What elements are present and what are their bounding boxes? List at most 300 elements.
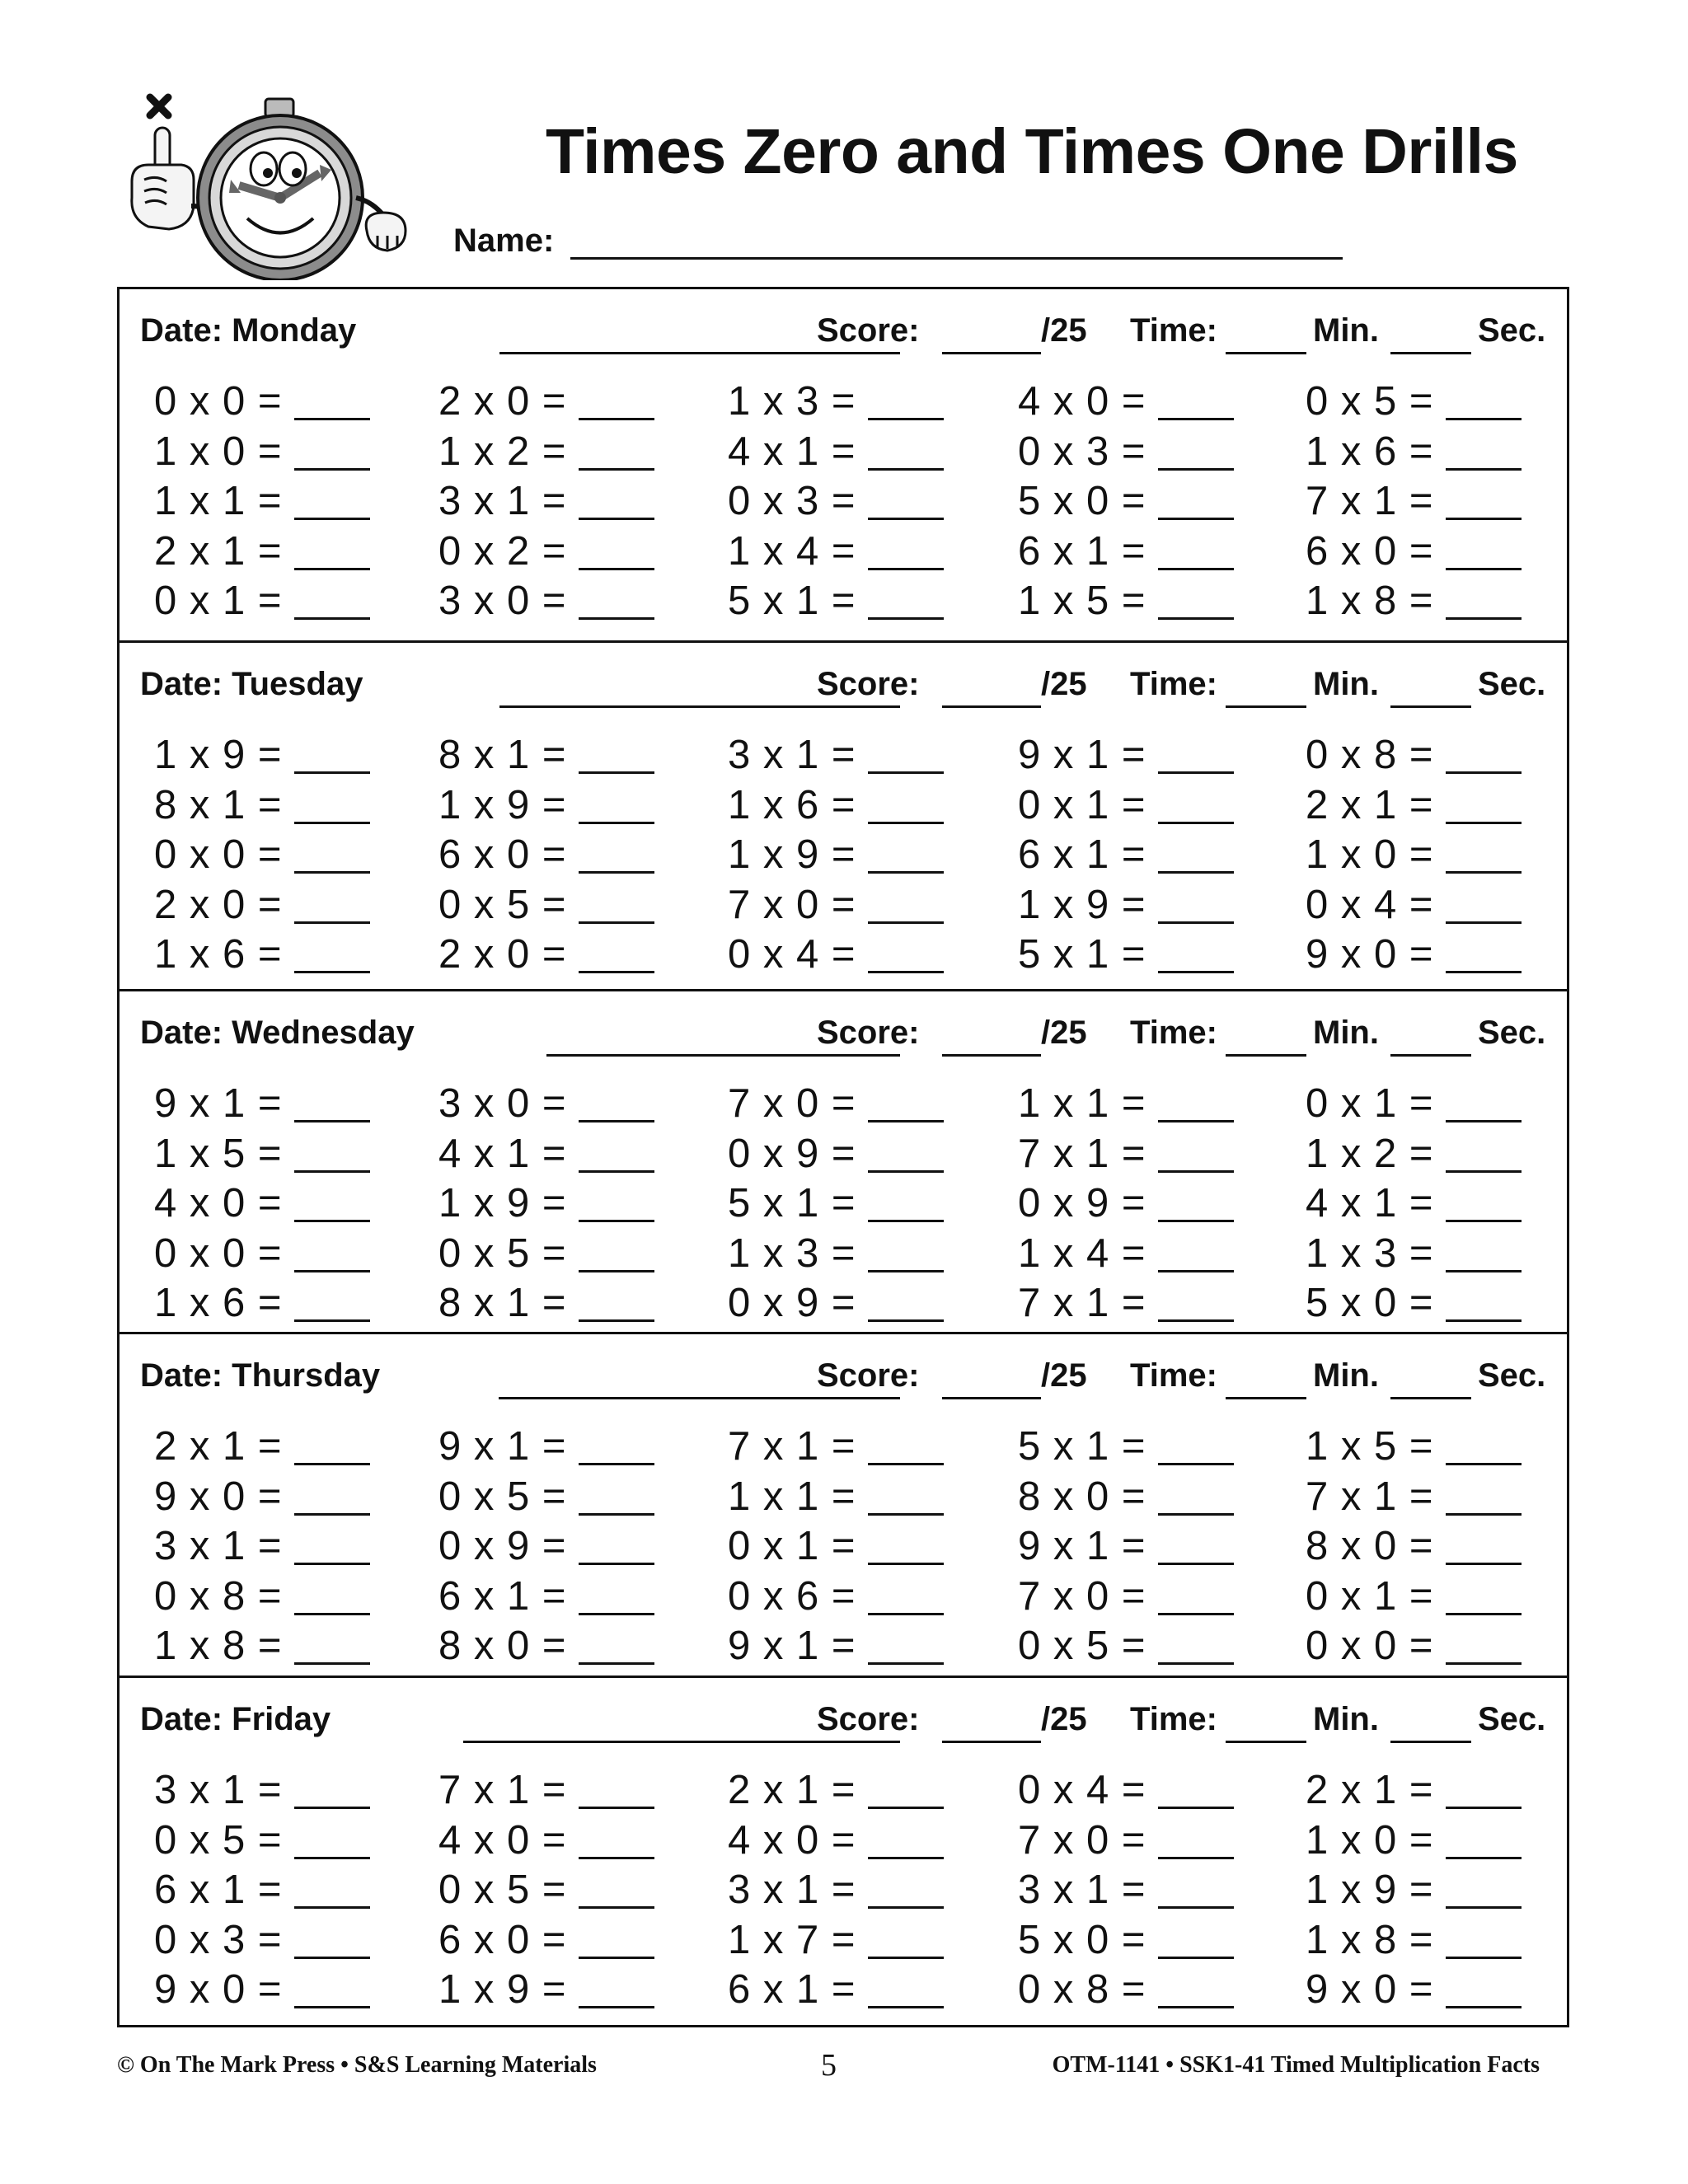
answer-blank[interactable] [579, 518, 654, 520]
answer-blank[interactable] [868, 1662, 944, 1665]
problem-item [438, 528, 566, 574]
seconds-input-line[interactable] [1390, 352, 1471, 354]
problem-item [1018, 1966, 1146, 2013]
problem-item [438, 1573, 566, 1619]
minutes-input-line[interactable] [1226, 1741, 1306, 1743]
answer-blank[interactable] [579, 1170, 654, 1173]
problem-text: 9 x 1 = [438, 1424, 567, 1469]
problem-item [728, 1180, 856, 1226]
answer-blank[interactable] [1158, 771, 1234, 774]
answer-blank[interactable] [868, 1120, 944, 1122]
date-label: Date: Thursday [140, 1357, 381, 1394]
problem-text: 0 x 4 = [1306, 882, 1434, 927]
seconds-input-line[interactable] [1390, 1054, 1471, 1057]
answer-blank[interactable] [294, 1613, 370, 1615]
minutes-label: Min. [1313, 1357, 1379, 1394]
day-section [120, 289, 1567, 643]
problem-text: 1 x 3 = [1306, 1230, 1434, 1276]
answer-blank[interactable] [294, 921, 370, 924]
answer-blank[interactable] [579, 921, 654, 924]
problem-text: 2 x 1 = [154, 528, 283, 574]
problem-text: 0 x 5 = [438, 1868, 567, 1912]
problem-text: 1 x 5 = [1018, 579, 1146, 623]
answer-blank[interactable] [294, 871, 370, 874]
answer-blank[interactable] [1446, 1957, 1522, 1959]
answer-blank[interactable] [868, 617, 944, 620]
problem-text: 3 x 1 = [154, 1524, 283, 1568]
answer-blank[interactable] [579, 418, 654, 420]
problem-item [728, 478, 856, 524]
answer-blank[interactable] [1158, 1662, 1234, 1665]
answer-blank[interactable] [294, 468, 370, 471]
problem-item [728, 1280, 856, 1326]
answer-blank[interactable] [1158, 1513, 1234, 1516]
answer-blank[interactable] [1158, 1563, 1234, 1565]
answer-blank[interactable] [294, 1906, 370, 1909]
answer-blank[interactable] [1446, 1513, 1522, 1516]
problem-item [1018, 1623, 1146, 1669]
seconds-input-line[interactable] [1390, 705, 1471, 708]
problem-text: 9 x 1 = [154, 1081, 283, 1126]
answer-blank[interactable] [1446, 971, 1522, 973]
seconds-label: Sec. [1478, 312, 1546, 349]
answer-blank[interactable] [1158, 1807, 1234, 1809]
answer-blank[interactable] [868, 771, 944, 774]
answer-blank[interactable] [1446, 1807, 1522, 1809]
answer-blank[interactable] [1158, 822, 1234, 824]
problem-text: 2 x 1 = [728, 1768, 856, 1812]
answer-blank[interactable] [868, 971, 944, 973]
problem-text: 0 x 1 = [1306, 1573, 1434, 1619]
problem-text: 0 x 5 = [1018, 1624, 1146, 1668]
problem-text: 9 x 1 = [1018, 1524, 1146, 1568]
problem-text: 0 x 5 = [438, 882, 567, 927]
answer-blank[interactable] [1158, 617, 1234, 620]
minutes-input-line[interactable] [1226, 352, 1306, 354]
problem-item [1018, 1180, 1146, 1226]
answer-blank[interactable] [1446, 617, 1522, 620]
answer-blank[interactable] [579, 971, 654, 973]
answer-blank[interactable] [1158, 1120, 1234, 1122]
problem-text: 0 x 4 = [1018, 1768, 1146, 1812]
problem-text: 1 x 1 = [1018, 1081, 1146, 1126]
day-section [120, 991, 1567, 1334]
problem-text: 1 x 1 = [154, 479, 283, 523]
problem-item [1018, 528, 1146, 574]
problem-item [1306, 931, 1433, 977]
problem-text: 0 x 0 = [154, 832, 283, 877]
problem-text: 0 x 0 = [154, 379, 283, 424]
answer-blank[interactable] [579, 2006, 654, 2008]
problem-text: 7 x 1 = [1018, 1281, 1146, 1325]
footer-publisher: © On The Mark Press • S&S Learning Materials [117, 2052, 597, 2078]
problem-text: 1 x 8 = [1306, 579, 1434, 623]
stopwatch-mascot-illustration [115, 82, 429, 280]
problem-item [1018, 832, 1146, 878]
problem-text: 8 x 1 = [154, 782, 283, 827]
answer-blank[interactable] [1446, 1563, 1522, 1565]
answer-blank[interactable] [1158, 971, 1234, 973]
problem-item [1018, 1867, 1146, 1913]
problem-text: 7 x 0 = [1018, 1573, 1146, 1619]
problem-item [154, 1280, 282, 1326]
problem-text: 5 x 1 = [1018, 1424, 1146, 1469]
problem-text: 9 x 0 = [1306, 932, 1434, 977]
answer-blank[interactable] [1158, 921, 1234, 924]
problem-text: 0 x 2 = [438, 528, 567, 574]
answer-blank[interactable] [868, 568, 944, 570]
problem-text: 0 x 9 = [438, 1524, 567, 1568]
answer-blank[interactable] [579, 1662, 654, 1665]
problem-item [728, 931, 856, 977]
problem-text: 2 x 1 = [1306, 782, 1434, 827]
problem-item [154, 782, 282, 828]
answer-blank[interactable] [294, 1513, 370, 1516]
answer-blank[interactable] [868, 1270, 944, 1272]
problem-item [1306, 528, 1433, 574]
answer-blank[interactable] [1446, 518, 1522, 520]
problem-text: 6 x 1 = [728, 1967, 856, 2012]
answer-blank[interactable] [1158, 1220, 1234, 1222]
answer-blank[interactable] [1158, 1170, 1234, 1173]
time-label: Time: [1130, 1357, 1217, 1394]
problem-item [154, 528, 282, 574]
answer-blank[interactable] [294, 2006, 370, 2008]
minutes-label: Min. [1313, 1015, 1379, 1051]
problem-item [728, 1474, 856, 1520]
date-label: Date: Tuesday [140, 666, 363, 702]
score-label: Score: [817, 1701, 920, 1737]
minutes-input-line[interactable] [1226, 1397, 1306, 1399]
problem-item [1018, 478, 1146, 524]
answer-blank[interactable] [1446, 468, 1522, 471]
problem-item [1018, 1080, 1146, 1127]
answer-blank[interactable] [1446, 1906, 1522, 1909]
answer-blank[interactable] [868, 1807, 944, 1809]
answer-blank[interactable] [868, 1957, 944, 1959]
problem-item [728, 1867, 856, 1913]
problem-text: 0 x 4 = [728, 932, 856, 977]
answer-blank[interactable] [294, 1957, 370, 1959]
problem-item [1306, 478, 1433, 524]
answer-blank[interactable] [579, 871, 654, 874]
day-section [120, 643, 1567, 991]
answer-blank[interactable] [294, 518, 370, 520]
answer-blank[interactable] [868, 1613, 944, 1615]
problem-text: 1 x 9 = [1018, 882, 1146, 927]
problem-item [1306, 1523, 1433, 1569]
answer-blank[interactable] [1446, 418, 1522, 420]
answer-blank[interactable] [1158, 1270, 1234, 1272]
problem-item [1306, 429, 1433, 475]
problem-item [438, 1817, 566, 1863]
answer-blank[interactable] [294, 568, 370, 570]
problem-text: 1 x 9 = [728, 832, 856, 877]
answer-blank[interactable] [579, 1563, 654, 1565]
problem-text: 4 x 0 = [154, 1181, 283, 1226]
problem-text: 1 x 7 = [728, 1917, 856, 1962]
problem-text: 6 x 1 = [438, 1573, 567, 1619]
problem-item [438, 1180, 566, 1226]
problem-item [438, 1423, 566, 1469]
answer-blank[interactable] [1446, 1120, 1522, 1122]
answer-blank[interactable] [579, 771, 654, 774]
answer-blank[interactable] [294, 1463, 370, 1465]
answer-blank[interactable] [1158, 568, 1234, 570]
problem-text: 1 x 9 = [1306, 1868, 1434, 1912]
answer-blank[interactable] [1158, 1857, 1234, 1859]
problem-text: 2 x 0 = [438, 379, 567, 424]
answer-blank[interactable] [579, 468, 654, 471]
answer-blank[interactable] [868, 1857, 944, 1859]
problem-item [154, 1474, 282, 1520]
answer-blank[interactable] [868, 1906, 944, 1909]
problem-item [1018, 1817, 1146, 1863]
problem-item [154, 1867, 282, 1913]
seconds-input-line[interactable] [1390, 1741, 1471, 1743]
problem-text: 1 x 0 = [1306, 1817, 1434, 1863]
answer-blank[interactable] [1446, 1613, 1522, 1615]
problem-text: 3 x 0 = [438, 579, 567, 623]
problem-text: 0 x 5 = [154, 1817, 283, 1863]
date-label: Date: Monday [140, 312, 357, 349]
answer-blank[interactable] [1446, 1170, 1522, 1173]
answer-blank[interactable] [868, 468, 944, 471]
answer-blank[interactable] [1446, 921, 1522, 924]
problem-item [1018, 1523, 1146, 1569]
score-input-line[interactable] [942, 705, 1041, 708]
answer-blank[interactable] [1446, 871, 1522, 874]
answer-blank[interactable] [579, 1120, 654, 1122]
problem-item [154, 1523, 282, 1569]
problem-text: 9 x 0 = [154, 1474, 283, 1519]
glove-hand-icon [366, 213, 406, 251]
problem-item [728, 429, 856, 475]
problem-item [1306, 1230, 1433, 1277]
answer-blank[interactable] [1446, 1662, 1522, 1665]
answer-blank[interactable] [868, 1463, 944, 1465]
problem-text: 1 x 5 = [154, 1131, 283, 1176]
answer-blank[interactable] [294, 1319, 370, 1322]
problem-item [1306, 1423, 1433, 1469]
answer-blank[interactable] [294, 1857, 370, 1859]
score-input-line[interactable] [942, 1054, 1041, 1057]
minutes-input-line[interactable] [1226, 705, 1306, 708]
answer-blank[interactable] [1158, 518, 1234, 520]
problem-item [154, 1180, 282, 1226]
problem-text: 5 x 0 = [1306, 1281, 1434, 1325]
score-label: Score: [817, 1015, 920, 1051]
answer-blank[interactable] [1158, 418, 1234, 420]
answer-blank[interactable] [1446, 568, 1522, 570]
problem-item [1306, 1623, 1433, 1669]
score-total: /25 [1041, 312, 1087, 349]
problem-text: 1 x 3 = [728, 1230, 856, 1276]
answer-blank[interactable] [1158, 1319, 1234, 1322]
answer-blank[interactable] [1446, 771, 1522, 774]
problem-item [438, 429, 566, 475]
problem-text: 1 x 4 = [728, 528, 856, 574]
problem-text: 1 x 9 = [154, 733, 283, 777]
problem-item [438, 578, 566, 624]
problem-text: 1 x 5 = [1306, 1424, 1434, 1469]
problem-item [438, 378, 566, 424]
answer-blank[interactable] [579, 617, 654, 620]
problem-item [1306, 1966, 1433, 2013]
answer-blank[interactable] [1446, 1270, 1522, 1272]
problem-text: 1 x 6 = [1306, 429, 1434, 474]
problem-item [1018, 1917, 1146, 1963]
answer-blank[interactable] [868, 822, 944, 824]
answer-blank[interactable] [294, 418, 370, 420]
answer-blank[interactable] [1158, 871, 1234, 874]
problem-item [438, 478, 566, 524]
problem-item [728, 1966, 856, 2013]
problem-item [1306, 732, 1433, 778]
problem-item [1306, 1917, 1433, 1963]
answer-blank[interactable] [579, 1220, 654, 1222]
minutes-input-line[interactable] [1226, 1054, 1306, 1057]
time-label: Time: [1130, 666, 1217, 702]
answer-blank[interactable] [294, 1270, 370, 1272]
problem-text: 0 x 0 = [1306, 1624, 1434, 1668]
problem-item [154, 1573, 282, 1619]
answer-blank[interactable] [579, 1613, 654, 1615]
problem-text: 0 x 3 = [728, 479, 856, 523]
problem-item [1018, 732, 1146, 778]
answer-blank[interactable] [294, 1120, 370, 1122]
problem-item [438, 882, 566, 928]
problem-item [728, 1230, 856, 1277]
answer-blank[interactable] [868, 1170, 944, 1173]
answer-blank[interactable] [1446, 1857, 1522, 1859]
answer-blank[interactable] [868, 1319, 944, 1322]
problem-text: 7 x 0 = [728, 1081, 856, 1126]
answer-blank[interactable] [294, 1807, 370, 1809]
answer-blank[interactable] [868, 2006, 944, 2008]
problem-item [438, 1280, 566, 1326]
problem-text: 0 x 8 = [1306, 733, 1434, 777]
answer-blank[interactable] [1446, 1463, 1522, 1465]
problem-item [1018, 1573, 1146, 1619]
answer-blank[interactable] [579, 1906, 654, 1909]
answer-blank[interactable] [294, 771, 370, 774]
problem-item [1018, 1474, 1146, 1520]
answer-blank[interactable] [579, 1857, 654, 1859]
score-input-line[interactable] [942, 1397, 1041, 1399]
answer-blank[interactable] [294, 971, 370, 973]
score-total: /25 [1041, 1015, 1087, 1051]
answer-blank[interactable] [1446, 822, 1522, 824]
answer-blank[interactable] [868, 418, 944, 420]
answer-blank[interactable] [1158, 1906, 1234, 1909]
answer-blank[interactable] [294, 1220, 370, 1222]
seconds-input-line[interactable] [1390, 1397, 1471, 1399]
answer-blank[interactable] [1446, 1319, 1522, 1322]
answer-blank[interactable] [868, 1563, 944, 1565]
name-input-line[interactable] [570, 257, 1343, 260]
answer-blank[interactable] [1158, 468, 1234, 471]
problem-text: 0 x 8 = [1018, 1967, 1146, 2012]
problem-text: 7 x 1 = [1306, 1474, 1434, 1519]
answer-blank[interactable] [868, 871, 944, 874]
answer-blank[interactable] [294, 617, 370, 620]
problem-item [1018, 931, 1146, 977]
problem-item [1306, 882, 1433, 928]
problem-text: 8 x 0 = [1018, 1474, 1146, 1519]
answer-blank[interactable] [579, 1957, 654, 1959]
x-mark-icon [150, 97, 168, 115]
problem-item [154, 1917, 282, 1963]
problem-item [438, 1131, 566, 1177]
answer-blank[interactable] [294, 1170, 370, 1173]
answer-blank[interactable] [1158, 1463, 1234, 1465]
answer-blank[interactable] [579, 1463, 654, 1465]
score-input-line[interactable] [942, 1741, 1041, 1743]
problem-text: 0 x 9 = [1018, 1181, 1146, 1226]
answer-blank[interactable] [579, 822, 654, 824]
problem-item [438, 1867, 566, 1913]
problem-item [728, 1131, 856, 1177]
answer-blank[interactable] [1446, 2006, 1522, 2008]
problem-text: 0 x 8 = [154, 1573, 283, 1619]
answer-blank[interactable] [1446, 1220, 1522, 1222]
score-input-line[interactable] [942, 352, 1041, 354]
problem-text: 4 x 0 = [728, 1817, 856, 1863]
problem-item [154, 1817, 282, 1863]
problem-item [728, 528, 856, 574]
problem-item [1306, 1767, 1433, 1813]
problem-text: 1 x 2 = [438, 429, 567, 474]
problem-item [1306, 1131, 1433, 1177]
answer-blank[interactable] [579, 1513, 654, 1516]
problem-text: 8 x 0 = [1306, 1524, 1434, 1568]
answer-blank[interactable] [868, 921, 944, 924]
answer-blank[interactable] [294, 822, 370, 824]
problem-text: 1 x 4 = [1018, 1230, 1146, 1276]
answer-blank[interactable] [579, 1319, 654, 1322]
problem-item [1306, 1573, 1433, 1619]
problem-item [1306, 782, 1433, 828]
problem-item [728, 732, 856, 778]
problem-text: 1 x 8 = [1306, 1917, 1434, 1962]
minutes-label: Min. [1313, 666, 1379, 702]
answer-blank[interactable] [868, 518, 944, 520]
answer-blank[interactable] [1158, 1957, 1234, 1959]
answer-blank[interactable] [579, 568, 654, 570]
problem-item [154, 832, 282, 878]
problem-text: 2 x 0 = [438, 932, 567, 977]
problem-text: 6 x 1 = [154, 1868, 283, 1912]
answer-blank[interactable] [294, 1563, 370, 1565]
problem-item [1306, 1867, 1433, 1913]
footer-product: OTM-1141 • SSK1-41 Timed Multiplication Facts [1052, 2052, 1540, 2078]
answer-blank[interactable] [868, 1220, 944, 1222]
answer-blank[interactable] [1158, 2006, 1234, 2008]
problem-item [728, 782, 856, 828]
answer-blank[interactable] [579, 1807, 654, 1809]
answer-blank[interactable] [579, 1270, 654, 1272]
answer-blank[interactable] [1158, 1613, 1234, 1615]
answer-blank[interactable] [868, 1513, 944, 1516]
problem-text: 3 x 1 = [1018, 1868, 1146, 1912]
problem-text: 5 x 0 = [1018, 479, 1146, 523]
problem-text: 1 x 2 = [1306, 1131, 1434, 1176]
problem-text: 0 x 0 = [154, 1230, 283, 1276]
answer-blank[interactable] [294, 1662, 370, 1665]
problem-item [154, 1767, 282, 1813]
problem-item [438, 1523, 566, 1569]
